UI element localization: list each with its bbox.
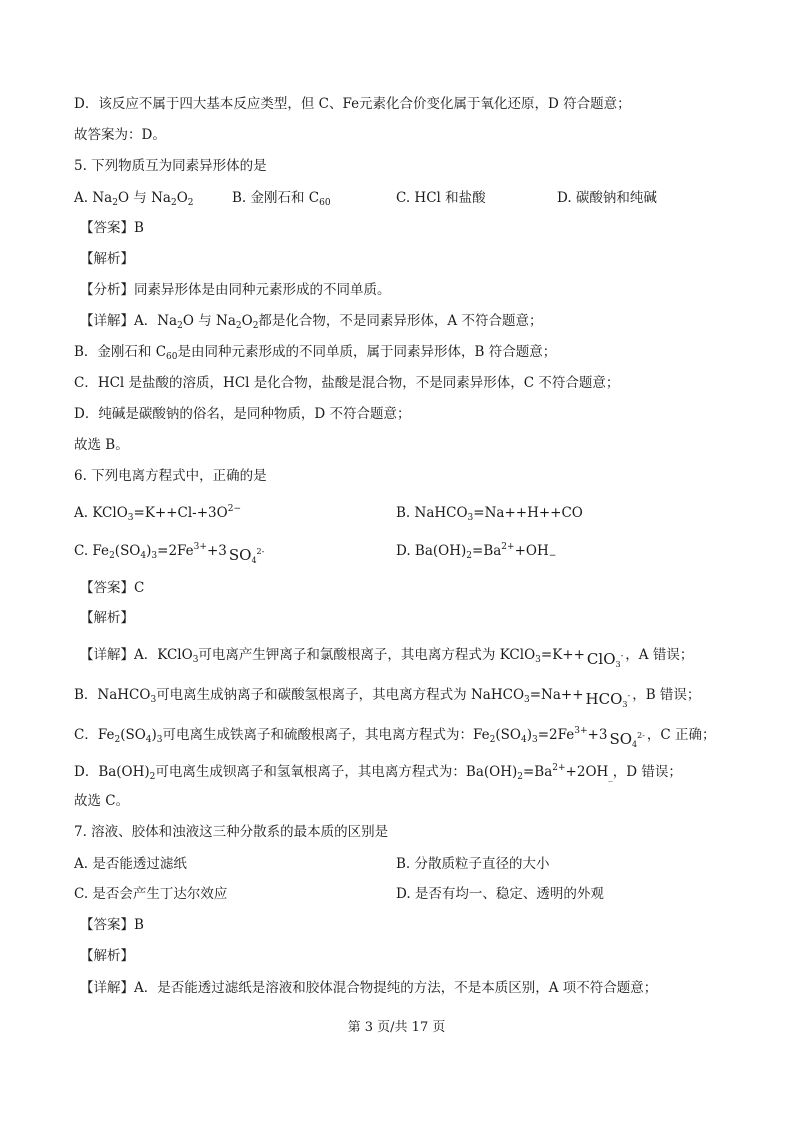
subscript: 3 <box>532 735 538 745</box>
superscript: 2- <box>637 731 645 740</box>
text: D. 碳酸钠和纯碱 <box>557 190 657 206</box>
text: +OH <box>514 543 549 559</box>
text: C. Fe <box>74 543 110 559</box>
text: 故选 B。 <box>74 437 129 453</box>
superscript: 3+ <box>193 542 207 552</box>
text: 都是化合物，不是同素异形体，A 不符合题意； <box>258 313 543 329</box>
text: D．该反应不属于四大基本反应类型，但 C、Fe元素化合价变化属于氧化还原，D 符合题意； <box>74 96 631 112</box>
text: +3 <box>587 727 608 743</box>
q5-option-d <box>557 188 657 208</box>
text: 可电离生成钠离子和碳酸氢根离子，其电离方程式为 NaHCO <box>156 687 525 703</box>
subscript: 3 <box>535 655 541 665</box>
superscript: 2+ <box>552 763 566 773</box>
text: B. 分散质粒子直径的大小 <box>396 856 550 872</box>
subscript: 4 <box>520 735 527 745</box>
q7-option-a <box>74 854 187 874</box>
text: =Ba <box>472 543 502 559</box>
text: =Na++ <box>529 687 584 703</box>
page-number <box>0 1016 793 1035</box>
answer-label <box>80 578 144 598</box>
chlorate-ion <box>587 649 623 669</box>
sulfate-ion <box>229 545 264 565</box>
text: SO <box>609 730 633 748</box>
text: 可电离生成铁离子和硫酸根离子，其电离方程式为：Fe <box>162 727 490 743</box>
text: 【分析】同素异形体是由同种元素形成的不同单质。 <box>80 282 391 298</box>
text: D．Ba(OH) <box>74 764 150 780</box>
subscript: 2 <box>109 551 115 561</box>
subscript: 4 <box>632 740 638 749</box>
conclusion <box>74 435 129 455</box>
superscript: - <box>620 651 624 660</box>
text: 【详解】A．Na <box>80 313 178 329</box>
text: =K++Cl-+3O <box>133 505 228 521</box>
superscript: 3+ <box>574 726 588 736</box>
text: (SO <box>495 727 521 743</box>
subscript: 3 <box>127 513 134 523</box>
detail-d <box>74 404 410 424</box>
question-5 <box>74 156 267 176</box>
text: D. Ba(OH) <box>396 543 467 559</box>
subscript: 2 <box>114 735 121 745</box>
text: 【详解】A．KClO <box>80 647 193 663</box>
conclusion <box>74 791 129 811</box>
text: 第 3 页/共 17 页 <box>347 1020 446 1035</box>
text: ClO <box>586 650 616 668</box>
text: 【答案】C <box>80 580 145 596</box>
text: 故答案为：D。 <box>74 127 166 143</box>
text: B．NaHCO <box>74 687 151 703</box>
text: 【详解】A．是否能透过滤纸是溶液和胶体混合物提纯的方法，不是本质区别，A 项不符合题意； <box>80 980 658 996</box>
detail-b <box>74 685 700 709</box>
subscript: 2 <box>466 551 473 561</box>
text: (SO <box>114 543 141 559</box>
subscript: _ <box>608 772 613 782</box>
text: D．纯碱是碳酸钠的俗名，是同种物质，D 不符合题意； <box>74 406 411 422</box>
detail-c <box>74 725 716 749</box>
text: A. 是否能透过滤纸 <box>74 856 187 872</box>
subscript: 3 <box>622 700 628 709</box>
q7-option-c <box>74 884 227 904</box>
q6-option-d <box>396 541 556 561</box>
answer-label <box>80 915 144 935</box>
q7-option-d <box>396 884 604 904</box>
text: C. 是否会产生丁达尔效应 <box>74 886 228 902</box>
text: 【答案】B <box>80 220 144 236</box>
text: +3 <box>206 543 227 559</box>
analysis-label <box>80 249 134 269</box>
subscript: 2 <box>187 198 194 208</box>
q6-option-b <box>396 503 583 523</box>
subscript: 3 <box>467 513 474 523</box>
text: C．HCl 是盐酸的溶质，HCl 是化合物，盐酸是混合物，不是同素异形体，C 不符合题意； <box>74 375 620 391</box>
subscript: 2 <box>170 198 177 208</box>
text: O <box>241 313 253 329</box>
text: =Na++H++CO <box>473 505 583 521</box>
subscript: 3 <box>150 695 157 705</box>
text: ，D 错误； <box>612 764 682 780</box>
question-text: 5. 下列物质互为同素异形体的是 <box>74 158 267 174</box>
text: SO <box>228 546 252 564</box>
text: ，C 正确； <box>646 727 716 743</box>
text: +2OH <box>565 764 609 780</box>
text: ) <box>151 727 157 743</box>
text: ，A 错误； <box>625 647 694 663</box>
text-line <box>74 94 631 114</box>
detail-b <box>74 342 556 362</box>
q5-option-a <box>74 188 194 208</box>
detail-a <box>80 645 693 669</box>
bicarbonate-ion <box>586 689 631 709</box>
text: 是由同种元素形成的不同单质，属于同素异形体，B 符合题意； <box>177 344 557 360</box>
text: C．Fe <box>74 727 115 743</box>
subscript: 3 <box>192 655 199 665</box>
subscript: 60 <box>319 198 331 208</box>
detail-a <box>80 978 657 998</box>
text: =K++ <box>540 647 585 663</box>
q5-option-c <box>396 188 486 208</box>
text: 【解析】 <box>80 610 134 626</box>
text: 可电离产生钾离子和氯酸根离子，其电离方程式为 KClO <box>198 647 536 663</box>
subscript: 3 <box>156 735 163 745</box>
text: ) <box>146 543 152 559</box>
answer-label <box>80 218 144 238</box>
question-6 <box>74 466 267 486</box>
subscript: 3 <box>524 695 530 705</box>
text: O 与 Na <box>182 313 236 329</box>
text: 故选 C。 <box>74 793 130 809</box>
detail-c <box>74 373 619 393</box>
question-text: 7. 溶液、胶体和浊液这三种分散系的最本质的区别是 <box>74 824 389 840</box>
subscript: 2 <box>517 772 523 782</box>
text: B. 金刚石和 C <box>232 190 320 206</box>
analysis-text <box>80 280 391 300</box>
text: 可电离生成钡离子和氢氧根离子，其电离方程式为：Ba(OH) <box>155 764 518 780</box>
text: O <box>176 190 188 206</box>
text: D. 是否有均一、稳定、透明的外观 <box>396 886 604 902</box>
text: ，B 错误； <box>632 687 701 703</box>
subscript: 2 <box>177 321 183 331</box>
text-line <box>74 125 166 145</box>
question-text: 6. 下列电离方程式中，正确的是 <box>74 468 267 484</box>
text: A. KClO <box>74 505 128 521</box>
detail-d <box>74 762 682 782</box>
text: C. HCl 和盐酸 <box>396 190 486 206</box>
text: =2Fe <box>537 727 575 743</box>
subscript: 4 <box>140 551 147 561</box>
q6-option-a <box>74 503 241 523</box>
superscript: - <box>627 691 631 700</box>
text: B．金刚石和 C <box>74 344 167 360</box>
subscript: 3 <box>615 660 621 669</box>
superscript: 2− <box>227 504 241 514</box>
subscript: 60 <box>166 352 178 362</box>
text: ) <box>526 727 532 743</box>
text: =2Fe <box>157 543 194 559</box>
subscript: 2 <box>235 321 242 331</box>
text: HCO <box>585 690 623 708</box>
question-7 <box>74 822 388 842</box>
q6-option-c <box>74 541 266 565</box>
text: 【答案】B <box>80 917 144 933</box>
text: 【解析】 <box>80 251 134 267</box>
q5-option-b <box>232 188 331 208</box>
sulfate-ion <box>609 729 644 749</box>
subscript: 2 <box>252 321 259 331</box>
text: A. Na <box>74 190 113 206</box>
subscript: 2 <box>489 735 496 745</box>
subscript: 4 <box>145 735 152 745</box>
subscript: 3 <box>151 551 158 561</box>
text: 【解析】 <box>80 948 134 964</box>
q7-option-b <box>396 854 550 874</box>
subscript: 2 <box>112 198 118 208</box>
analysis-label <box>80 608 134 628</box>
text: =Ba <box>522 764 553 780</box>
subscript: − <box>548 551 557 561</box>
superscript: 2+ <box>501 542 515 552</box>
superscript: 2- <box>256 547 265 556</box>
analysis-label <box>80 946 134 966</box>
detail-a <box>80 311 542 331</box>
text: (SO <box>120 727 146 743</box>
text: B. NaHCO <box>396 505 468 521</box>
text: O 与 Na <box>117 190 171 206</box>
subscript: 4 <box>251 556 257 565</box>
subscript: 2 <box>149 772 156 782</box>
